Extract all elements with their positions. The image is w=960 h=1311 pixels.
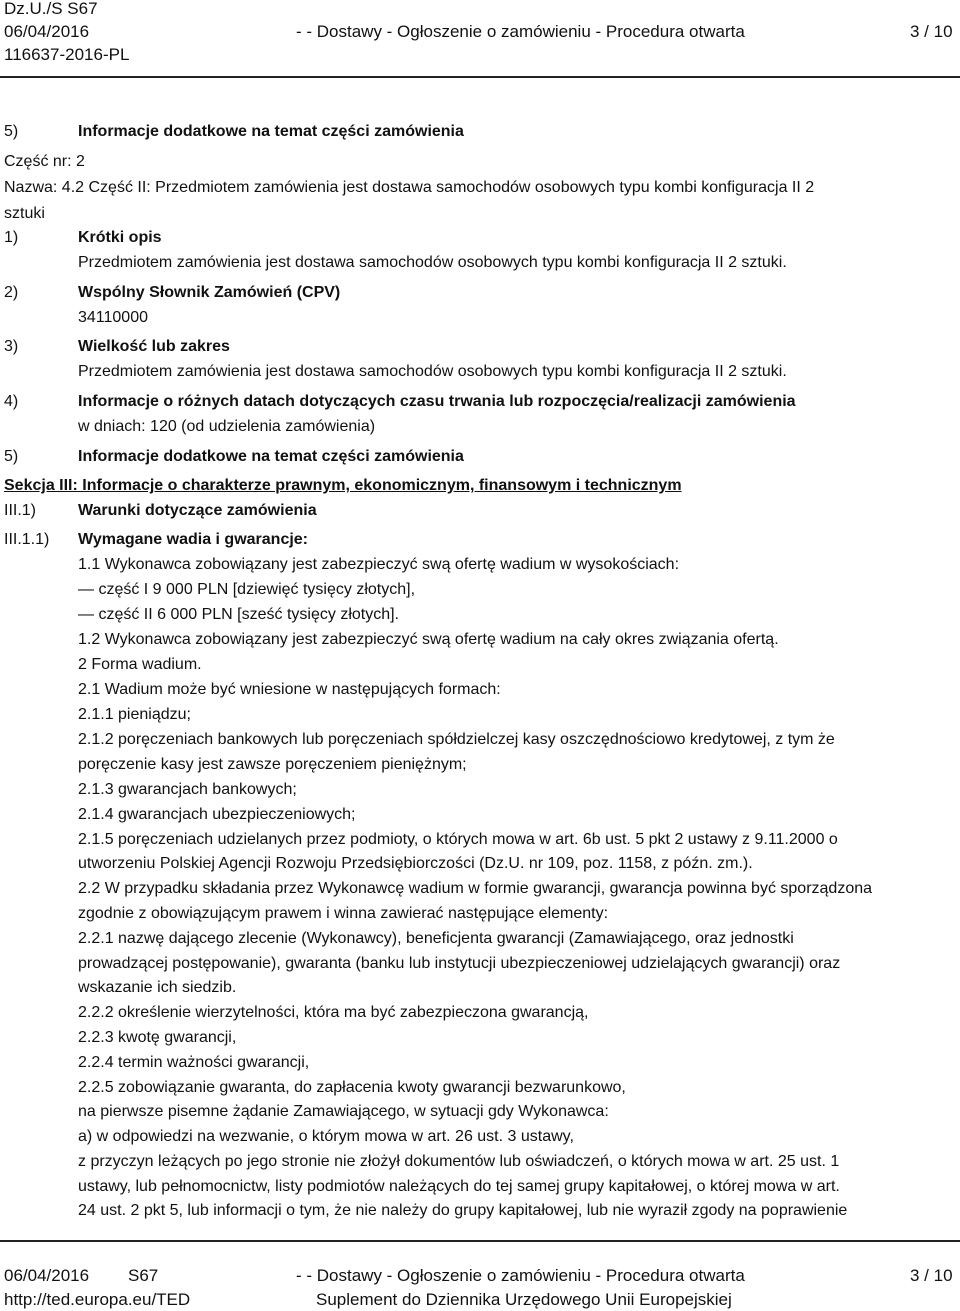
header-date: 06/04/2016	[4, 22, 90, 41]
iii-1-1-title: Wymagane wadia i gwarancje:	[78, 531, 309, 548]
part-heading: Informacje dodatkowe na temat części zamówienia	[78, 123, 464, 140]
part-number: Część nr: 2	[4, 153, 85, 170]
item-3-title: Wielkość lub zakres	[78, 338, 230, 355]
body-line	[78, 607, 399, 623]
part-name-line-1: Nazwa: 4.2 Część II: Przedmiotem zamówienia jest dostawa samochodów osobowych typu kombi konfiguracja II 2	[4, 179, 815, 196]
body-line: utworzeniu Polskiej Agencji Rozwoju Przedsiębiorczości (Dz.U. nr 109, poz. 1158, z późn. zm.).	[78, 855, 753, 872]
body-line: 2.2.2 określenie wierzytelności, która ma być zabezpieczona gwarancją,	[78, 1004, 589, 1021]
body-line: 2 Forma wadium.	[78, 656, 202, 673]
section-3-title: Sekcja III: Informacje o charakterze prawnym, ekonomicznym, finansowym i technicznym	[4, 477, 682, 494]
body-line	[78, 582, 415, 598]
footer-page-number: 3 / 10	[910, 1266, 953, 1285]
body-line: 2.1.5 poręczeniach udzielanych przez podmioty, o których mowa w art. 6b ust. 5 pkt 2 ustawy z 9.11.2000 o	[78, 831, 838, 848]
header-page-number: 3 / 10	[910, 22, 953, 41]
item-3-text: Przedmiotem zamówienia jest dostawa samochodów osobowych typu kombi konfiguracja II 2 sztuki.	[78, 363, 787, 380]
iii-1-1-number: III.1.1)	[4, 531, 50, 548]
item-4-title: Informacje o różnych datach dotyczących czasu trwania lub rozpoczęcia/realizacji zamówienia	[78, 393, 796, 410]
item-3-number: 3)	[4, 338, 19, 355]
body-line: ustawy, lub pełnomocnictw, listy podmiotów należących do tej samej grupy kapitałowej, o której mowa w art.	[78, 1178, 840, 1195]
dash: —	[78, 581, 94, 598]
body-line: wskazanie ich siedzib.	[78, 979, 237, 996]
footer-supplement: Suplement do Dziennika Urzędowego Unii Europejskiej	[316, 1290, 732, 1309]
ted-link[interactable]: http://ted.europa.eu/TED	[4, 1290, 191, 1309]
body-line: poręczenie kasy jest zawsze poręczeniem pieniężnym;	[78, 756, 467, 773]
body-line: 2.2 W przypadku składania przez Wykonawcę wadium w formie gwarancji, gwarancja powinna być sporządzona	[78, 880, 873, 897]
body-line: a) w odpowiedzi na wezwanie, o którym mowa w art. 26 ust. 3 ustawy,	[78, 1128, 574, 1145]
body-line: 2.1 Wadium może być wniesione w następujących formach:	[78, 681, 501, 698]
body-line-text: część I 9 000 PLN [dziewięć tysięcy złotych],	[94, 581, 416, 598]
body-line: 24 ust. 2 pkt 5, lub informacji o tym, że nie należy do grupy kapitałowej, lub nie wyraził zgody na poprawienie	[78, 1202, 848, 1219]
body-line: 2.1.4 gwarancjach ubezpieczeniowych;	[78, 806, 356, 823]
item-4-text: w dniach: 120 (od udzielenia zamówienia)	[78, 418, 376, 435]
notice-id: 116637-2016-PL	[4, 45, 130, 64]
body-line: 2.1.1 pieniądzu;	[78, 706, 191, 723]
body-line: 1.2 Wykonawca zobowiązany jest zabezpieczyć swą ofertę wadium na cały okres związania ofertą.	[78, 631, 779, 648]
iii-1-number: III.1)	[4, 502, 37, 519]
body-line: 2.2.4 termin ważności gwarancji,	[78, 1054, 310, 1071]
footer-rule	[0, 1240, 960, 1242]
header-title: - - Dostawy - Ogłoszenie o zamówieniu - Procedura otwarta	[296, 22, 745, 41]
dash: —	[78, 606, 94, 623]
item-5-title: Informacje dodatkowe na temat części zamówienia	[78, 448, 464, 465]
item-4-number: 4)	[4, 393, 19, 410]
body-line-text: część II 6 000 PLN [sześć tysięcy złotych].	[94, 606, 399, 623]
body-line: z przyczyn leżących po jego stronie nie złożył dokumentów lub oświadczeń, o których mowa w art. 25 ust. 1	[78, 1153, 840, 1170]
part-name-line-2: sztuki	[4, 205, 45, 222]
item-1-number: 1)	[4, 229, 19, 246]
body-line: 2.2.3 kwotę gwarancji,	[78, 1029, 237, 1046]
item-5-number: 5)	[4, 448, 19, 465]
footer-date: 06/04/2016	[4, 1266, 90, 1285]
item-1-title: Krótki opis	[78, 229, 162, 246]
item-1-text: Przedmiotem zamówienia jest dostawa samochodów osobowych typu kombi konfiguracja II 2 sztuki.	[78, 254, 787, 271]
part-heading-number: 5)	[4, 123, 19, 140]
journal-ref: Dz.U./S S67	[4, 0, 98, 18]
item-2-title: Wspólny Słownik Zamówień (CPV)	[78, 284, 341, 301]
item-2-number: 2)	[4, 284, 19, 301]
body-line: 2.2.5 zobowiązanie gwaranta, do zapłacenia kwoty gwarancji bezwarunkowo,	[78, 1079, 626, 1096]
footer-title: - - Dostawy - Ogłoszenie o zamówieniu - Procedura otwarta	[296, 1266, 745, 1285]
body-line: na pierwsze pisemne żądanie Zamawiającego, w sytuacji gdy Wykonawca:	[78, 1103, 609, 1120]
iii-1-title: Warunki dotyczące zamówienia	[78, 502, 317, 519]
body-line: 2.1.3 gwarancjach bankowych;	[78, 781, 297, 798]
body-line: prowadzącej postępowanie), gwaranta (banku lub instytucji ubezpieczeniowej udzielających gwarancji) oraz	[78, 955, 841, 972]
body-line: 1.1 Wykonawca zobowiązany jest zabezpieczyć swą ofertę wadium w wysokościach:	[78, 556, 680, 573]
body-line: zgodnie z obowiązującym prawem i winna zawierać następujące elementy:	[78, 905, 609, 922]
body-line: 2.2.1 nazwę dającego zlecenie (Wykonawcy), beneficjenta gwarancji (Zamawiającego, oraz jednostki	[78, 930, 794, 947]
body-line: 2.1.2 poręczeniach bankowych lub poręczeniach spółdzielczej kasy oszczędnościowo kredytowej, z tym że	[78, 731, 835, 748]
header-rule	[0, 76, 960, 78]
footer-journal: S67	[128, 1266, 159, 1285]
cpv-code: 34110000	[78, 309, 148, 326]
